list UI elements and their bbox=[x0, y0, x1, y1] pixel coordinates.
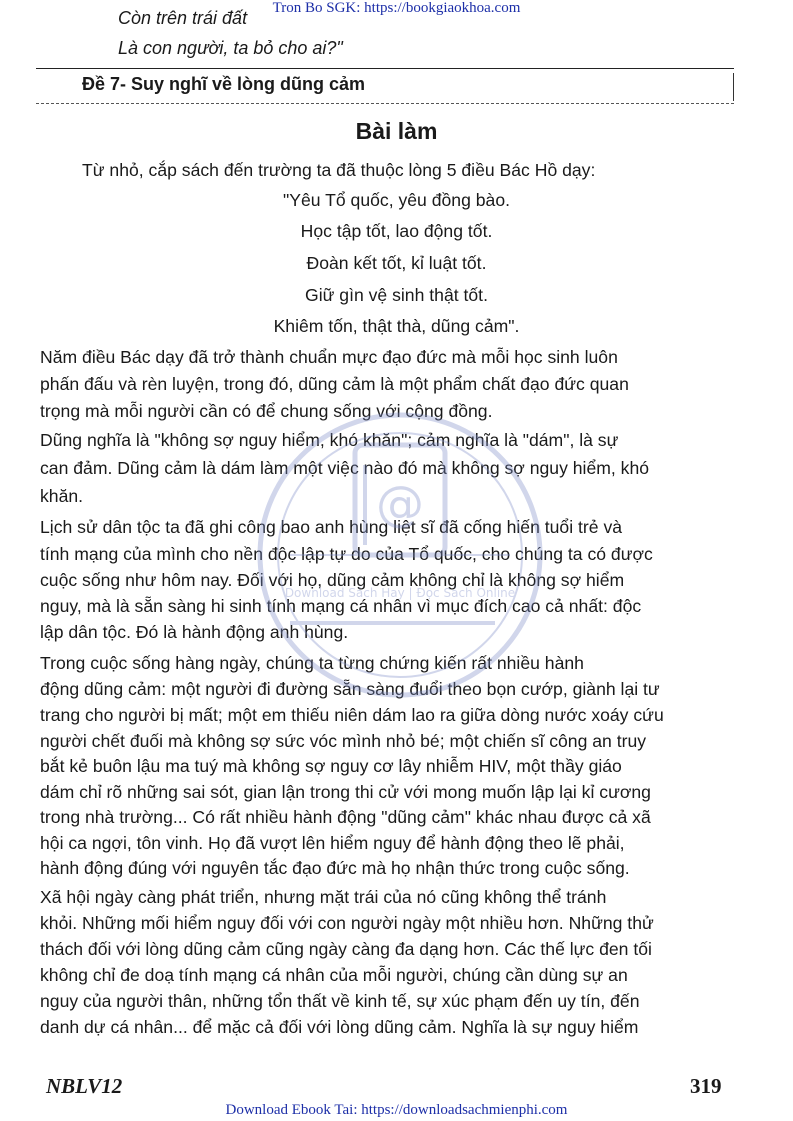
text-line: trọng mà mỗi người cần có để chung sống với cộng đồng. bbox=[40, 401, 493, 421]
text-line: hội ca ngợi, tôn vinh. Họ đã vượt lên hiểm nguy để hành động theo lẽ phải, bbox=[40, 833, 625, 853]
text-line: trang cho người bị mất; một em thiếu niên dám lao ra giữa dòng nước xoáy cứu bbox=[40, 705, 664, 725]
text-line: khỏi. Những mối hiểm nguy đối với con người ngày một nhiều hơn. Những thử bbox=[40, 913, 654, 933]
text-line: danh dự cá nhân... để mặc cả đối với lòng dũng cảm. Nghĩa là sự nguy hiểm bbox=[40, 1017, 639, 1037]
watermark-logo-icon bbox=[250, 405, 550, 705]
page-title: Bài làm bbox=[355, 118, 438, 144]
text-line: người chết đuối mà không sợ sức vóc mình nhỏ bé; một chiến sĩ công an truy bbox=[40, 731, 647, 751]
text-line: lập dân tộc. Đó là hành động anh hùng. bbox=[40, 622, 349, 642]
intro-line: Từ nhỏ, cắp sách đến trường ta đã thuộc lòng 5 điều Bác Hồ dạy: bbox=[82, 160, 596, 180]
poem-line: Học tập tốt, lao động tốt. bbox=[300, 221, 493, 241]
poem-line: Khiêm tốn, thật thà, dũng cảm". bbox=[273, 316, 520, 336]
text-line: bắt kẻ buôn lậu ma tuý mà không sợ nguy cơ lây nhiễm HIV, một thầy giáo bbox=[40, 756, 622, 776]
svg-text:@: @ bbox=[376, 476, 424, 532]
text-line: Xã hội ngày càng phát triển, nhưng mặt trái của nó cũng không thể tránh bbox=[40, 887, 607, 907]
poem-line: "Yêu Tổ quốc, yêu đồng bào. bbox=[283, 190, 510, 210]
bottom-link[interactable]: Download Ebook Tai: https://downloadsachmienphi.com bbox=[225, 1102, 568, 1118]
text-line: Lịch sử dân tộc ta đã ghi công bao anh hùng liệt sĩ đã cống hiến tuổi trẻ và bbox=[40, 517, 623, 537]
top-link[interactable]: Tron Bo SGK: https://bookgiaokhoa.com bbox=[272, 0, 521, 16]
text-line: trong nhà trường... Có rất nhiều hành động "dũng cảm" khác nhau được cả xã bbox=[40, 807, 651, 827]
text-line: khăn. bbox=[40, 486, 84, 506]
watermark-text: Download Sách Hay | Đọc Sách Online bbox=[284, 586, 516, 600]
text-line: dám chỉ rõ những sai sót, gian lận trong thi cử với mong muốn lập lại kỉ cương bbox=[40, 782, 651, 802]
poem-line: Giữ gìn vệ sinh thật tốt. bbox=[305, 285, 488, 305]
text-line: không chỉ đe doạ tính mạng cá nhân của mỗi người, chúng cần dùng sự an bbox=[40, 965, 628, 985]
section-heading: Đề 7- Suy nghĩ về lòng dũng cảm bbox=[82, 74, 366, 94]
page-number: 319 bbox=[690, 1074, 722, 1098]
text-line: nguy, mà là sẵn sàng hi sinh tính mạng cá nhân vì mục đích cao cả nhất: độc bbox=[40, 596, 642, 616]
text-line: can đảm. Dũng cảm là dám làm một việc nào đó mà không sợ nguy hiểm, khó bbox=[40, 458, 650, 478]
text-line: nguy của người thân, những tổn thất về kinh tế, sự xúc phạm đến uy tín, đến bbox=[40, 991, 640, 1011]
text-line: Năm điều Bác dạy đã trở thành chuẩn mực đạo đức mà mỗi học sinh luôn bbox=[40, 347, 618, 367]
text-line: hành động đúng với nguyên tắc đạo đức mà họ nhận thức trong cuộc sống. bbox=[40, 858, 630, 878]
text-line: tính mạng của mình cho nền độc lập tự do của Tổ quốc, cho chúng ta có được bbox=[40, 544, 653, 564]
text-line: phấn đấu và rèn luyện, trong đó, dũng cảm là một phẩm chất đạo đức quan bbox=[40, 374, 629, 394]
text-line: động dũng cảm: một người đi đường sẵn sàng đuổi theo bọn cướp, giành lại tư bbox=[40, 679, 660, 699]
book-code: NBLV12 bbox=[46, 1074, 123, 1098]
text-line: thách đối với lòng dũng cảm cũng ngày càng đa dạng hơn. Các thế lực đen tối bbox=[40, 939, 652, 959]
verse-line-2: Là con người, ta bỏ cho ai?" bbox=[118, 38, 343, 58]
text-line: cuộc sống như hôm nay. Đối với họ, dũng cảm không chỉ là không sợ hiểm bbox=[40, 570, 625, 590]
verse-line-1: Còn trên trái đất bbox=[118, 8, 248, 28]
text-line: Trong cuộc sống hàng ngày, chúng ta từng chứng kiến rất nhiều hành bbox=[40, 653, 584, 673]
poem-line: Đoàn kết tốt, kỉ luật tốt. bbox=[306, 253, 487, 273]
text-line: Dũng nghĩa là "không sợ nguy hiểm, khó khăn"; cảm nghĩa là "dám", là sự bbox=[40, 430, 619, 450]
